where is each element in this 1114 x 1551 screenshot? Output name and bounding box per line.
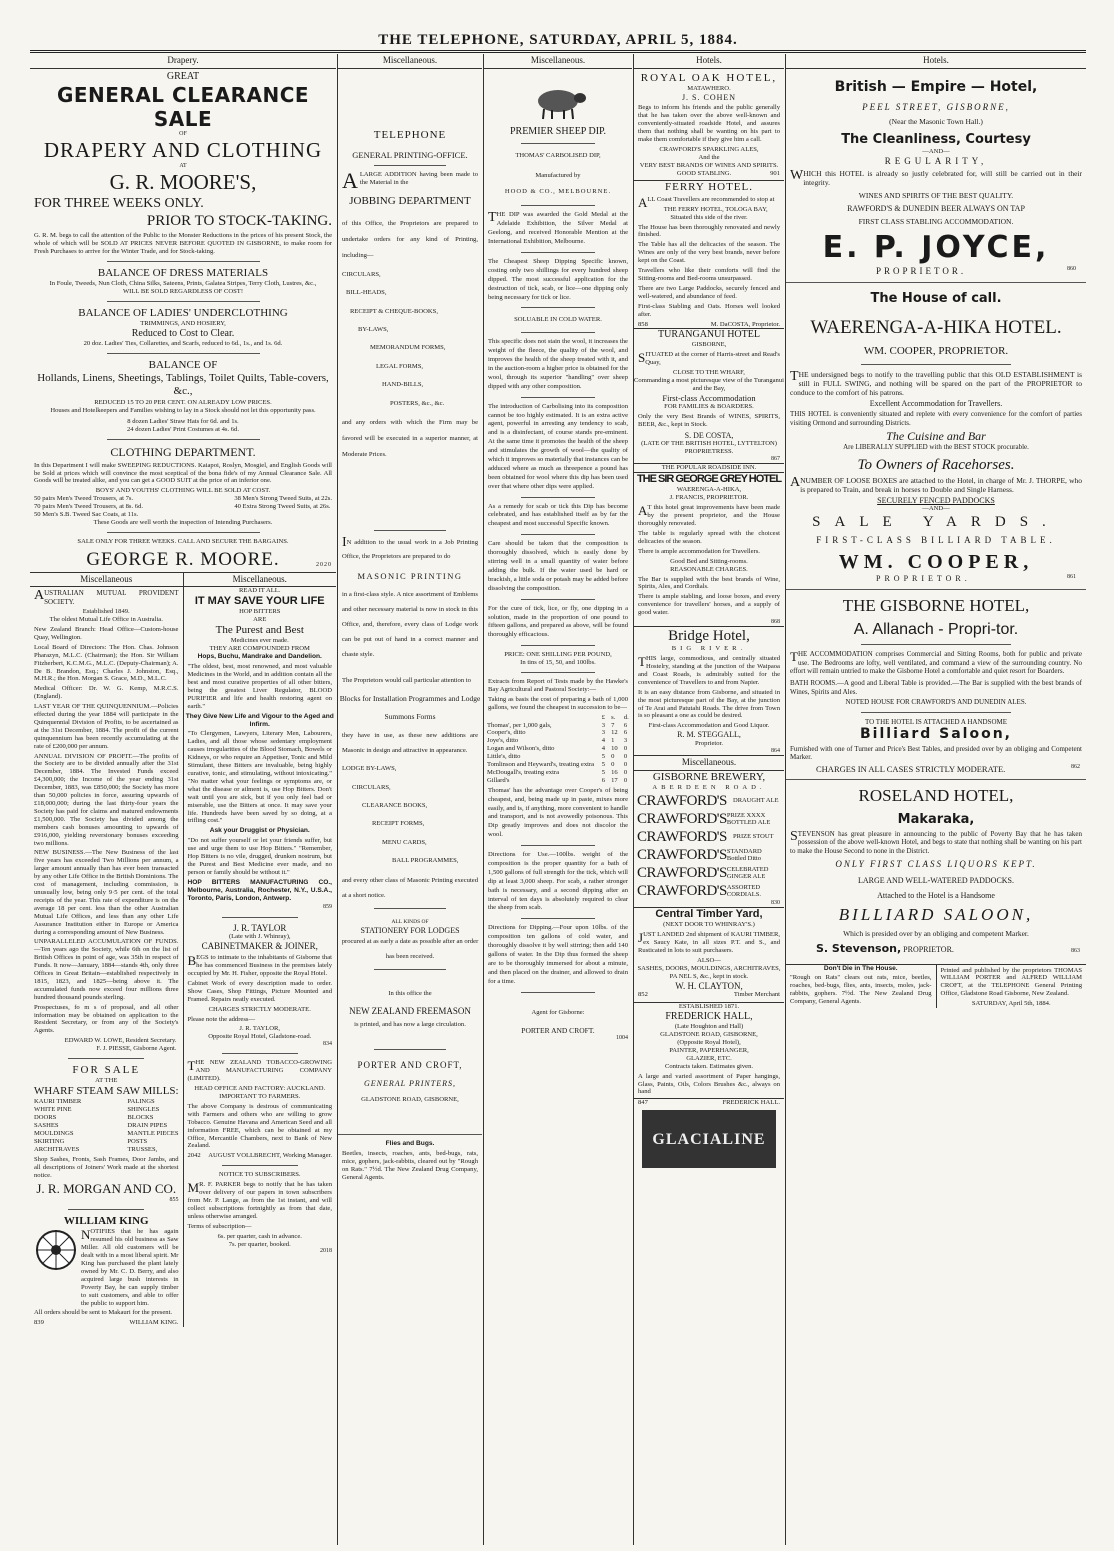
timber-list: KAURI TIMBER WHITE PINE DOORS SASHES MOULDINGS SKIRTING ARCHITRAVES PALINGS SHINGLES BLOCKS DRAIN PIPES MANTLE PIECES POSTS TRUSSES, (34, 1098, 179, 1153)
amp-profit: ANNUAL DIVISION OF PROFIT.—The profits of the Society are to be divided annually after the 31st December, 1884. The Invested Funds exceed £4,300,000; the Income of the year ending 31st December, 1883, was £850,000; the Society has more than 50,000 policies in force, assuring upwards of £18,000,000; during the last thirty-four years the Society has paid for claims and matured endowments £1,500,000. The Society has divided among the members cash bonuses amounting to upwards of £916,000, yielding reversionary bonuses exceeding two millions. (34, 752, 179, 847)
sale-yards: SALE YARDS. (812, 514, 1060, 531)
king-notice: OTIFIES that he has again resumed his old business as Saw Miller. All old customers will be dealt with in a most liberal spirit. Mr King has purchased the plant lately owned by Mr. C. D. Berry, and also acquired large bush interests in Poverty Bay, he can supply timber to suit customers, and able to offer the public to support him. (81, 1228, 179, 1307)
trimmings: TRIMMINGS, AND HOSIERY, (140, 320, 226, 328)
table-row: Gillard's 6 17 0 (487, 776, 628, 784)
print-costumes: 24 dozen Ladies' Print Costumes at 4s. 6d. (127, 426, 239, 434)
shop-sashes: Shop Sashes, Fronts, Sash Frames, Door Jambs, and all descriptions of Joiners' Work made at the shortest notice. (34, 1155, 179, 1179)
gisborne-brewery: GISBORNE BREWERY, (652, 770, 766, 783)
bridge-hotel: Bridge Hotel, (634, 626, 784, 645)
billiard-saloon-2: BILLIARD SALOON, (838, 904, 1034, 924)
glacialine-advert: GLACIALINE (642, 1110, 776, 1168)
billiard-saloon: Billiard Saloon, (860, 726, 1012, 743)
king-orders: All orders should be sent to Makauri for the present. (34, 1309, 173, 1317)
flies-bugs: Flies and Bugs. (385, 1140, 435, 1148)
thomas-dip: THOMAS' CARBOLISED DIP, (515, 151, 601, 159)
stationery-lodges: STATIONERY FOR LODGES (360, 925, 460, 935)
lodge-list: LODGE BY-LAWS, CIRCULARS, CLEARANCE BOOKS, RECEIPT FORMS, MENU CARDS, BALL PROGRAMMES, (342, 765, 459, 865)
house-of-call: The House of call. (870, 291, 1002, 307)
section-head: Miscellaneous. (338, 54, 482, 69)
reduced-15: REDUCED 15 TO 20 PER CENT. ON ALREADY LOW PRICES. (94, 398, 272, 406)
sir-george-grey: THE SIR GEORGE GREY HOTEL (636, 473, 782, 486)
amp-directors: Local Board of Directors: The Hon. Chas. Johnson Pharazyn, M.L.C. (Chairman); the Hon. Sir William Fitzherbert, K.C.M.G., M.L.C. (Deputy-Chairman); A. De B. Brandon, Esq.; Charles J. Johnston, Esq., M.H.R.; the Hon. Morgan S. Grace, M.D., M.L.C. (34, 643, 179, 683)
ep-joyce: E. P. JOYCE, (822, 230, 1050, 266)
printing-office: GENERAL PRINTING-OFFICE. (352, 149, 468, 160)
masthead-rule (30, 50, 1086, 53)
table-row: Tomlinson and Heyward's, treating extra 5 0 0 (487, 761, 628, 769)
table-row: Logan and Wilson's, ditto 4 10 0 (487, 745, 628, 753)
jr-morgan: J. R. MORGAN AND CO. (36, 1181, 177, 1197)
trouser-list: 50 pairs Men's Tweed Trousers, at 7s. 70 pairs Men's Tweed Trousers, at 8s. 6d. 50 Men's S.B. Tweed Sac Coats, at 11s. 38 Men's Strong Tweed Suits, at 22s. 40 Extra Strong Tweed Suits, at 26s. (34, 495, 332, 519)
roseland-hotel: ROSELAND HOTEL, (858, 785, 1014, 805)
table-row: McDougall's, treating extra 5 16 0 (487, 768, 628, 776)
racehorses: To Owners of Racehorses. (857, 456, 1015, 473)
amp-new-business: NEW BUSINESS.—The New Business of the last five years has exceeded Two Millions per annum, a larger amount annually than has ever been transacted by any other Life Office in the British Dominions. The cost of management, including commission, is unusually low, being only 9·5 per cent. of the total receipts of the year. This rate of expenditure is on the average 18 per cent. less than the other Australian Mutual Life Offices, and less than any other Life Assurance Institution either in Europe or America during a corresponding amount of New Business. (34, 849, 179, 936)
dip-cost-table: £ s. d. Thomas', per 1,000 gals, 3 7 6 Cooper's, ditto 3 12 6 Joye's, ditto 4 1 3 Logan and Wilson's, ditto 4 10 0 Little's, ditto 5 0 0 Tomlinson and Heyward's, treating extra 5 0 0 McDougall's, treating extra 5 16 0 Gillard's 6 17 0 (484, 714, 632, 785)
wm-cooper: WM. COOPER, (838, 551, 1034, 574)
waerenga-hotel: WAERENGA-A-HIKA HOTEL. (810, 316, 1062, 338)
hop-head: Miscellaneous. (184, 573, 337, 588)
sale-title: GENERAL CLEARANCE SALE (56, 82, 310, 131)
amp-medical: Medical Officer: Dr. W. G. Kemp, M.R.C.S. (England). (34, 685, 179, 701)
gisborne-hotel: THE GISBORNE HOTEL, (842, 595, 1030, 615)
underclothing: BALANCE OF LADIES' UNDERCLOTHING (78, 307, 288, 320)
straw-hats: 8 dozen Ladies' Straw Hats for 6d. and 1s. (127, 418, 239, 426)
hop-manufacturing: HOP BITTERS MANUFACTURING CO., Melbourne, Australia, Rochester, N.Y., U.S.A., Toronto, Paris, London, Antwerp. (187, 878, 332, 902)
save-your-life: IT MAY SAVE YOUR LIFE (194, 595, 325, 608)
turanganui-hotel: TURANGANUI HOTEL (634, 328, 784, 341)
boys-clothing: BOYS' AND YOUTHS' CLOTHING WILL BE SOLD AT COST. (95, 487, 271, 495)
ferry-hotel: FERRY HOTEL. (634, 180, 784, 194)
column-hotels: Hotels. ROYAL OAK HOTEL, MATAWHERO. J. S. COHEN Begs to inform his friends and the public generally that he has taken over the above well-known and conveniently-situated roadside Hotel, and assures them that nothing shall be wanting on his part to make them comfortable if they give him a call. CRAWFORD'S SPARKLING ALES, And the VERY BEST BRANDS OF WINES AND SPIRITS. GOOD STABLING. 901 FERRY HOTEL. ALL Coast Travellers are recommended to stop at THE FERRY HOTEL, TOLOGA BAY, Situated this side of the river. The House has been thoroughly renovated and newly finished. The Table has all the delicacies of the season. The Wines are only of the very best brands, never before kept on the Coast. Travellers who like their comforts will find the Sitting-rooms and Bed-rooms unsurpassed. There are two Large Paddocks, securely fenced and well-watered, and abundance of feed. First-class Stabling and Oats. Horses well looked after. 858 M. DaCOSTA, Proprietor. TURANGANUI HOTEL GISBORNE, SITUATED at the corner of Harris-street and Read's Quay, CLOSE TO THE WHARF, Commanding a most picturesque view of the Turanganui and the Bay, First-class Accommodation FOR FAMILIES & BOARDERS. Only the very Best Brands of WINES, SPIRITS, BEER, &c., kept in Stock. S. DE COSTA, (LATE OF THE BRITISH HOTEL, LYTTELTON) PROPRIETRESS. 867 THE POPULAR ROADSIDE INN. THE SIR GEORGE GREY HOTEL WAERENGA-A-HIKA, J. FRANCIS, PROPRIETOR. A T this hotel great improvements have been made by the present proprietor, and the House thoroughly renovated. The table is regularly spread with the choicest delicacies of the season. There is ample accommodation for Travellers. Good Bed and Sitting-rooms. REASONABLE CHARGES. The Bar is supplied with the best brands of Wine, Spirits, Ales, and Cordials. There is ample stabling, and loose boxes, and every convenience for travellers' horses, and a supply of good water. 868 Bridge Hotel, BIG RIVER. THIS large, commodious, and centrally situated Hostelry, standing at the junction of the Waipaoa and Coast Roads, is admirably suited for the convenience of Travellers to and from Napier. It is an easy distance from Gisborne, and situated in the most picturesque part of the Bay, at the junction of Te Arai and Patutahi Roads. The drive from Town is so pleasant a one as could be desired. First-class Accommodation and Good Liquor. R. M. STEGGALL, Proprietor. 864 Miscellaneous. GISBORNE BREWERY, ABERDEEN ROAD. CRAWFORD'S DRAUGHT ALE CRAWFORD'S PRIZE XXXX BOTTLED ALE CRAWFORD'S PRIZE STOUT CRAWFORD'S STANDARD Bottled Ditto CRAWFORD'S CELEBRATED GINGER ALE CRAWFORD'S ASSORTED CORDIALS. 830 Central Timber Yard, (NEXT DOOR TO WHINRAY'S.) JUST LANDED 2nd shipment of KAURI TIMBER, ex Saucy Kate, in all sizes P.T. and S., and Rusticated in lots to suit purchasers. ALSO— SASHES, DOORS, MOULDINGS, ARCHITRAVES, PA NEL S, &c., kept in stock. W. H. CLAYTON, 852 Timber Merchant ESTABLISHED 1871. FREDERICK HALL, (Late Houghton and Hall) GLADSTONE ROAD, GISBORNE, (Opposite Royal Hotel), PAINTER, PAPERHANGER, GLAZIER, ETC. Contracts taken. Estimates given. A large and varied assortment of Paper hangings, Glass, Paints, Oils, Colors Brushes &c., always on hand 847 FREDERICK HALL. GLACIALINE (633, 54, 784, 1545)
sheep-icon (528, 85, 588, 121)
hollands: Hollands, Linens, Sheetings, Tablings, Toilet Quilts, Table-covers, &c., (37, 372, 329, 398)
masonic-printing: MASONIC PRINTING (357, 570, 463, 581)
signature: GEORGE R. MOORE. 2020 (86, 548, 332, 570)
for-sale-at: AT THE (95, 1077, 118, 1085)
central-timber-yard: Central Timber Yard, (634, 907, 784, 921)
amp-oldest: The oldest Mutual Life Office in Australia. (49, 616, 163, 624)
drapery-title: DRAPERY AND CLOTHING (43, 137, 323, 162)
for-sale: FOR SALE (72, 1064, 141, 1077)
of-word: OF (179, 130, 187, 137)
sale-three-weeks: SALE ONLY FOR THREE WEEKS. CALL AND SECURE THE BARGAINS. (77, 537, 289, 545)
great-word: GREAT (166, 70, 200, 82)
column-printing: Miscellaneous. TELEPHONE GENERAL PRINTING-OFFICE. ALARGE ADDITION having been made to the Material in the JOBBING DEPARTMENT of this Office, the Proprietors are prepared to undertake orders for any kind of Printing, including— CIRCULARS, BILL-HEADS, RECEIPT & CHEQUE-BOOKS, BY-LAWS, MEMORANDUM FORMS, LEGAL FORMS, HAND-BILLS, POSTERS, &c., &c. and any orders with which the Firm may be favored will be executed in a superior manner, at Moderate Prices. I N addition to the usual work in a Job Printing Office, the Proprietors are prepared to do MASONIC PRINTING in a first-class style. A nice assortment of Emblems and other necessary material is now in stock in this Office, and, therefore, every class of Lodge work can be put out of hand in a correct manner and chaste style. The Proprietors would call particular attention to Blocks for Installation Programmes and Lodge Summons Forms they have in use, as these new additions are Masonic in design and attractive in appearance. LODGE BY-LAWS, CIRCULARS, CLEARANCE BOOKS, RECEIPT FORMS, MENU CARDS, BALL PROGRAMMES, and every other class of Masonic Printing executed at a short notice. ALL KINDS OF STATIONERY FOR LODGES procured at as early a date as possible after an order has been received. In this office the NEW ZEALAND FREEMASON is printed, and has now a large circulation. PORTER AND CROFT, GENERAL PRINTERS, GLADSTONE ROAD, GISBORNE, Flies and Bugs. Beetles, insects, roaches, ants, bed-bugs, rats, mice, gophers, jack-rabbits, cleared out by "Rough on Rats." 7½d. The New Zealand Drug Company, General Agents. (337, 54, 482, 1545)
cleanliness: The Cleanliness, Courtesy (841, 132, 1031, 148)
imprint: Printed and published by the proprietors THOMAS WILLIAM PORTER and ALFRED WILLIAM CROFT, at the TELEPHONE General Printing Office, Gladstone Road Gisborne, New Zealand. (940, 966, 1082, 998)
dip-price: PRICE: ONE SHILLING PER POUND, (504, 651, 612, 659)
amp-title: USTRALIAN MUTUAL PROVIDENT SOCIETY. (44, 589, 179, 606)
king-signature: WILLIAM KING. (129, 1319, 179, 1327)
nz-freemason: NEW ZEALAND FREEMASON (349, 1006, 471, 1017)
at-word: AT (179, 163, 187, 170)
hotelkeepers: Houses and Hotelkeepers and Families wishing to lay in a Stock should not let this opportunity pass. (50, 406, 316, 414)
hood-co: HOOD & CO., MELBOURNE. (504, 187, 612, 195)
william-king: WILLIAM KING (63, 1215, 149, 1228)
amp-head: Miscellaneous (30, 573, 183, 588)
lodge-blocks: Blocks for Installation Programmes and Lodge Summons Forms (339, 693, 481, 721)
purest-best: The Purest and Best (215, 624, 304, 637)
royal-oak: ROYAL OAK HOTEL, (640, 71, 778, 84)
dress-materials: BALANCE OF DRESS MATERIALS (97, 267, 269, 280)
saw-mills: WHARF STEAM SAW MILLS: (33, 1085, 179, 1098)
amp-branch: New Zealand Branch: Head Office—Custom-house Quay, Wellington. (34, 625, 179, 641)
store-name: G. R. MOORE'S, (109, 170, 257, 195)
british-empire-hotel: British — Empire — Hotel, (834, 78, 1038, 95)
read-it-all: READ IT ALL. (239, 587, 281, 595)
hops-buchu: Hops, Buchu, Mandrake and Dandelion. (197, 653, 322, 661)
porter-croft: PORTER AND CROFT, (357, 1059, 463, 1070)
ask-druggist: Ask your Druggist or Physician. (209, 827, 310, 835)
balance-of: BALANCE OF (148, 359, 218, 372)
hop-bitters: HOP BITTERS (239, 608, 281, 616)
masthead: THE TELEPHONE, SATURDAY, APRIL 5, 1884. (378, 32, 738, 48)
amp-quinquennium: LAST YEAR OF THE QUINQUENNIUM.—Policies effected during the year 1884 will participate in the Quinquennial Division of Profits, to be ascertained as at the 31st December, 1884. The profit of the current quinquennium has been recently accumulating at the rate of £200,000 per annum. (34, 703, 179, 750)
section-head: Hotels. (634, 54, 784, 69)
dont-die: Don't Die in The House. (823, 964, 898, 972)
amp-prospectus: Prospectuses, fo m s of proposal, and all other information may be obtained on application to the Resident Secretary, or from any of the Society's Agents. (34, 1003, 179, 1035)
reduced-cost: Reduced to Cost to Clear. (131, 328, 235, 340)
prior-stocktaking: PRIOR TO STOCK-TAKING. (146, 213, 332, 230)
section-head: Drapery. (30, 54, 336, 69)
column-hotels-2: Hotels. British — Empire — Hotel, PEEL STREET, GISBORNE, (Near the Masonic Town Hall.) The Cleanliness, Courtesy —AND— REGULARITY, WHICH this HOTEL is already so justly celebrated for, will still be carried out in their integrity. WINES AND SPIRITS OF THE BEST QUALITY. RAWFORD'S & DUNEDIN BEER ALWAYS ON TAP FIRST CLASS STABLING ACCOMMODATION. E. P. JOYCE, PROPRIETOR. 860 The House of call. WAERENGA-A-HIKA HOTEL. WM. COOPER, PROPRIETOR. THE undersigned begs to notify to the travelling public that this OLD ESTABLISHMENT is still in FULL SWING, and nothing will be spared on the part of the PROPRIETOR to conduce to the comfort of his patrons. Excellent Accommodation for Travellers. THIS HOTEL is conveniently situated and replete with every convenience for the comfort of parties visiting Ormond and surrounding Districts. The Cuisine and Bar Are LIBERALLY SUPPLIED with the BEST STOCK procurable. To Owners of Racehorses. ANUMBER OF LOOSE BOXES are attached to the Hotel, in charge of Mr. J. THORPE, who is prepared to Train, and break in horses to Double and Single Harness. SECURELY FENCED PADDOCKS —AND— SALE YARDS. FIRST-CLASS BILLIARD TABLE. WM. COOPER, PROPRIETOR. 861 THE GISBORNE HOTEL, A. Allanach - Propri-tor. THE ACCOMMODATION comprises Commercial and Sitting Rooms, both for public and private use. The Bedrooms are lofty, well ventilated, and command a view of the surrounding country. No effort will remain untried to make the Gisborne Hotel a comfortable and quiet resort for Boarders. BATH ROOMS.—A good and Liberal Table is provided.—The Bar is supplied with the best brands of Wines, Spirits and Ales. NOTED HOUSE FOR CRAWFORD'S AND DUNEDIN ALES. TO THE HOTEL IS ATTACHED A HANDSOME Billiard Saloon, Furnished with one of Turner and Price's Best Tables, and presided over by an obliging and Competent Marker. CHARGES IN ALL CASES STRICTLY MODERATE. 862 ROSELAND HOTEL, Makaraka, STEVENSON has great pleasure in announcing to the public of Poverty Bay that he has taken possession of the above well-known Hotel, and begs to state that nothing shall be wanting on his part to make the House Second to none in the District. ONLY FIRST CLASS LIQUORS KEPT. LARGE AND WELL-WATERED PADDOCKS. Attached to the Hotel is a Handsome BILLIARD SALOON, Which is presided over by an obliging and competent Marker. S. Stevenson, PROPRIETOR. 863 Don't Die in The House. "Rough on Rats" clears out rats, mice, beetles, roaches, bed-bugs, flies, ants, insects, moles, jack-rabbits, gophers. 7½d. The New Zealand Drug Company, General Agents. Printed and published by the proprietors THOMAS WILLIAM PORTER and ALFRED WILLIAM CROFT, at the TELEPHONE General Printing Office, Gladstone Road Gisborne, New Zealand. SATURDAY, April 5th, 1884. (785, 54, 1086, 1545)
three-weeks: FOR THREE WEEKS ONLY. (34, 195, 204, 211)
clothing-dept: CLOTHING DEPARTMENT. (110, 445, 256, 460)
nz-tobacco: HE NEW ZEALAND TOBACCO-GROWING AND MANUFACTURING COMPANY (LIMITED). (187, 1059, 332, 1083)
dress-list: In Foule, Tweeds, Nun Cloth, China Silks, Sateens, Prints, Galatea Stripes, Terry Cloth, Lustres, &c., (49, 280, 317, 288)
column-sheep-dip: Miscellaneous. PREMIER SHEEP DIP. THOMAS' CARBOLISED DIP, Manufactured by HOOD & CO., MELBOURNE. THE DIP was awarded the Gold Medal at the Adelaide Exhibition, the Silver Medal at Geelong, and received Honorable Mention at the International Exhibition, Melbourne. The Cheapest Sheep Dipping Specific known, costing only two shillings for every hundred sheep dipped. The most successful application for the destruction of tick, scab, or lice—one dipping only being necessary for tick or lice. SOLUABLE IN COLD WATER. This specific does not stain the wool, it increases the weight of the fleece, the quality of the wool, and improves the health of the sheep treated with it, and in the auction-room a higher price is obtained for the wool, through its superior "handling" over sheep dipped with any other composition. The introduction of Carbolising into its composition cannot be too highly estimated. It is an extra active agent, powerful in arresting any tendency to scab, and is a disinfectant, of course stands pre-eminent. At the same time it promotes the health of the sheep and stimulates the growth of wool—the quality of which it improves so materially that instances can be adduced where as much as threepence a pound has been obtained for wool where this dip has been used over that where other dips were applied. As a remedy for scab or tick this Dip has become celebrated, and has established itself as by far the cheapest and most successful Specific known. Care should be taken that the composition is thoroughly dissolved, which is easily done by stirring well in a small quantity of water before adding the bulk. If the water used be hard or brackish, a little soda or potash may be added before dissolving the composition. For the cure of tick, lice, or fly, one dipping in a solution, made in the proportion of one pound to fifteen gallons, and prepared as above, will be found thoroughly efficacious. PRICE: ONE SHILLING PER POUND, In tins of 15, 50, and 100lbs. Extracts from Report of Tests made by the Hawke's Bay Agricultural and Pastoral Society:— Taking as basis the cost of preparing a bath of 1,000 gallons, we found the cheapest in succession to be— £ s. d. Thomas', per 1,000 gals, 3 7 6 Cooper's, ditto 3 12 6 Joye's, ditto 4 1 3 Logan and Wilson's, ditto 4 10 0 Little's, ditto 5 0 0 Tomlinson and Heyward's, treating extra 5 0 0 McDougall's, treating extra 5 16 0 Gillard's 6 17 0 Thomas' has the advantage over Cooper's of being cheapest, and, being made up in paste, mixes more easily, and is, if anything, more convenient to handle and transport, and is not avowedly poisonous. This Dip greatly improves and does not discolor the wool. Directions for Use.—100lbs. weight of the composition is the proper quantity for a bath of 1,500 gallons of full strength for the tick, which will dip at least 3,000 sheep. For scab, a rather stronger bath is necessary, and a second dipping after an interval of ten days is absolutely required to clear the sheep from scab. Directions for Dipping.—Four upon 10lbs. of the composition ten gallons of cold water, and thoroughly dissolve it by well stirring; then add 140 gallons of water. In the Dip thus formed the sheep are to be thoroughly immersed for about a minute, and then placed on the drainer, and allowed to drain for a time. Agent for Gisborne: PORTER AND CROFT. 1004 (483, 54, 632, 1545)
cabinetmaker: CABINETMAKER & JOINER, (201, 941, 318, 952)
section-head: Miscellaneous. (484, 54, 632, 69)
worth-inspection: These Goods are well worth the inspection of Intending Purchasers. (93, 518, 273, 526)
table-row: Cooper's, ditto 3 12 6 (487, 729, 628, 737)
column-drapery: Drapery. GREAT GENERAL CLEARANCE SALE OF DRAPERY AND CLOTHING AT G. R. MOORE'S, FOR THREE WEEKS ONLY. PRIOR TO STOCK-TAKING. G. R. M. begs to call the attention of the Public to the Monster Reductions in the prices of his present Stock, the whole of which will be SOLD AT PRICES NEVER BEFORE QUOTED IN GISBORNE, to make room for Fresh Purchases to arrive for the Winter Trade, and for Stock-taking. BALANCE OF DRESS MATERIALS In Foule, Tweeds, Nun Cloth, China Silks, Sateens, Prints, Galatea Stripes, Terry Cloth, Lustres, &c., WILL BE SOLD REGARDLESS OF COST! BALANCE OF LADIES' UNDERCLOTHING TRIMMINGS, AND HOSIERY, Reduced to Cost to Clear. 20 doz. Ladies' Ties, Collarettes, and Scarfs, reduced to 6d., 1s., and 1s. 6d. BALANCE OF Hollands, Linens, Sheetings, Tablings, Toilet Quilts, Table-covers, &c., REDUCED 15 TO 20 PER CENT. ON ALREADY LOW PRICES. Houses and Hotelkeepers and Families wishing to lay in a Stock should not let this opportunity pass. 8 dozen Ladies' Straw Hats for 6d. and 1s. 24 dozen Ladies' Print Costumes at 4s. 6d. CLOTHING DEPARTMENT. In this Department I will make SWEEPING REDUCTIONS. Kaiapoi, Roslyn, Mosgiel, and English Goods will be Sold at prices which will convince the most sceptical of the bona fide's of my Annual Clearance Sale. All Goods will be treated alike, and you can get a GOOD SUIT at the price of an inferior one. BOYS' AND YOUTHS' CLOTHING WILL BE SOLD AT COST. 50 pairs Men's Tweed Trousers, at 7s. 70 pairs Men's Tweed Trousers, at 8s. 6d. 50 Men's S.B. Tweed Sac Coats, at 11s. 38 Men's Strong Tweed Suits, at 22s. 40 Extra Strong Tweed Suits, at 26s. These Goods are well worth the inspection of Intending Purchasers. SALE ONLY FOR THREE WEEKS. CALL AND SECURE THE BARGAINS. GEORGE R. MOORE. 2020 Miscellaneous AUSTRALIAN MUTUAL PROVIDENT SOCIETY. Established 1849. The oldest Mutual Life Office in Australia. New Zealand Branch: Head Office—Custom-house Quay, Wellington. Local Board of Directors: The Hon. Chas. Johnson Pharazyn, M.L.C. (Chairman); the Hon. Sir William Fitzherbert, K.C.M.G., M.L.C. (Deputy-Chairman); A. De B. Brandon, Esq.; Charles J. Johnston, Esq., M.H.R.; the Hon. Morgan S. Grace, M.D., M.L.C. Medical Officer: Dr. W. G. Kemp, M.R.C.S. (England). LAST YEAR OF THE QUINQUENNIUM.—Policies effected during the year 1884 will participate in the Quinquennial Division of Profits, to be ascertained as at the 31st December, 1884. The profit of the current quinquennium has been recently accumulating at the rate of £200,000 per annum. ANNUAL DIVISION OF PROFIT.—The profits of the Society are to be divided annually after the 31st December, 1884. The Invested Funds exceed £4,300,000; the Income of the year ending 31st December, 1883, was £850,000; the Society has more than 50,000 policies in force, assuring upwards of £18,000,000; during the last thirty-four years the Society has paid for claims and matured endowments £1,500,000. The Society has divided among the members cash bonuses amounting to upwards of £916,000, yielding reversionary bonuses exceeding two millions. NEW BUSINESS.—The New Business of the last five years has exceeded Two Millions per annum, a larger amount annually than has ever been transacted by any other Life Office in the British Dominions. The cost of management, including commission, is unusually low, being only 9·5 per cent. of the total receipts of the year. This rate of expenditure is on the average 18 per cent. less than the other Australian Mutual Life Offices, and less than any other Life Assurance Institution either in Europe or America during a corresponding amount of New Business. UNPARALLELED ACCUMULATION OF FUNDS.—Ten years ago the Society, while 6th on the list of British Offices in point of age, was 35th in respect of Funds. It now—January, 1884—stands 4th, only three Offices in Great Britain—established respectively in 1815, 1823, and 1825—being above it. The accumulated funds now exceed four millions three hundred thousand pounds sterling. Prospectuses, fo m s of proposal, and all other information may be obtained on application to the Resident Secretary, or from any of the Society's Agents. EDWARD W. LOWE, Resident Secretary. F. J. PIESSE, Gisborne Agent. FOR SALE AT THE WHARF STEAM SAW MILLS: KAURI TIMBER WHITE PINE DOORS SASHES MOULDINGS SKIRTING ARCHITRAVES PALINGS SHINGLES BLOCKS DRAIN PIPES MANTLE PIECES POSTS TRUSSES, Shop Sashes, Fronts, Sash Frames, Door Jambs, and all descriptions of Joiners' Work made at the shortest notice. J. R. MORGAN AND CO. 855 WILLIAM KING NOTIFIES that he has again resumed his old business as Saw Miller. All old customers will be dealt with in a most liberal spirit. Mr King has purchased the plant lately owned by Mr. C. D. Berry, and also acquired large bush interests in Poverty Bay, he can supply timber to suit customers, and able to offer the public to support him. All orders should be sent to Makauri for the present. 839 WILLIAM KING. Miscellaneous. READ IT ALL. IT MAY SAVE YOUR LIFE HOP BITTERS ARE The Purest and Best Medicines ever made. THEY ARE COMPOUNDED FROM Hops, Buchu, Mandrake and Dandelion. "The oldest, best, most renowned, and most valuable Medicines in the World, and in addition contain all the best and most curative properties of all other bitters, being the greatest Liver Regulator, BLOOD PURIFIER and life and health restoring agent on earth." They Give New Life and Vigour to the Aged and Infirm. "To Clergymen, Lawyers, Literary Men, Labourers, Ladies, and all those whose sedentary employment causes irregularities of the Blood Stomach, Bowels or Kidneys, or who require an Appetiser, Tonic and Mild Stimulant, these Bitters are invaluable, being highly curative, tonic, and stimulating, without intoxicating." "No matter what your feelings or symptoms are, or what the disease or ailment is, use Hop Bitters. Don't wait until you are sick, but if you only feel bad or miserable, use the Bitters at once. It may save your life. Hundreds have been saved by so doing, at a trifling cost." Ask your Druggist or Physician. "Do not suffer yourself or let your friends suffer, but use and urge them to use Hop Bitters." "Remember, Hop Bitters is no vile, drugged, drunken nostrum, but the Purest and Best Medicine ever made, and no person or family should be without it." HOP BITTERS MANUFACTURING CO., Melbourne, Australia, Rochester, N.Y., U.S.A., Toronto, Paris, London, Antwerp. 859 J. R. TAYLOR (Late with J. Whinray), CABINETMAKER & JOINER, BEGS to intimate to the inhabitants of Gisborne that he has commenced Business in the premises lately occupied by Mr. H. Fisher, opposite the Royal Hotel. Cabinet Work of every description made to order. Show Cases, Shop Fittings, Picture Mounted and Framed. Repairs neatly executed. CHARGES STRICTLY MODERATE. Please note the address— J. R. TAYLOR, Opposite Royal Hotel, Gladstone-road. 834 THE NEW ZEALAND TOBACCO-GROWING AND MANUFACTURING COMPANY (LIMITED). HEAD OFFICE AND FACTORY: AUCKLAND. IMPORTANT TO FARMERS. The above Company is desirous of communicating with Farmers and others who are willing to grow Tobacco. Genuine Havana and American Seed and all information FREE, which can be obtained at my Office, Mercantile Chambers, next to Bank of New Zealand. 2042 AUGUST VOLLBRECHT, Working Manager. NOTICE TO SUBSCRIBERS. M R. F. PARKER begs to notify that he has taken over delivery of our papers in town subscribers from Mr. P. Lange, as from the 1st instant, and will collect subscriptions fortnightly as from that date, unless otherwise arranged. Terms of subscription— 6s. per quarter, cash in advance. 7s. per quarter, booked. 2018 (30, 54, 336, 1545)
dip-agent: PORTER AND CROFT. (521, 1026, 595, 1036)
amp-accumulation: UNPARALLELED ACCUMULATION OF FUNDS.—Ten years ago the Society, while 6th on the list of British Offices in point of age, was 35th in respect of Funds. It now—January, 1884—stands 4th, only three Offices in Great Britain—established respectively in 1815, 1823, and 1825—being above it. The accumulated funds now exceed four millions three hundred thousand pounds sterling. (34, 938, 179, 1001)
dress-regardless: WILL BE SOLD REGARDLESS OF COST! (122, 288, 244, 296)
notice-subscribers: NOTICE TO SUBSCRIBERS. (218, 1171, 301, 1179)
table-row: Little's, ditto 5 0 0 (487, 753, 628, 761)
new-life: They Give New Life and Vigour to the Aged and Infirm. (185, 712, 334, 728)
telephone-title: TELEPHONE (373, 128, 447, 141)
amp-secretary: EDWARD W. LOWE, Resident Secretary. (64, 1037, 177, 1045)
jobbing-dept: JOBBING DEPARTMENT (349, 194, 471, 207)
table-row: Joye's, ditto 4 1 3 (487, 737, 628, 745)
amp-established: Established 1849. (82, 608, 130, 616)
section-head: Hotels. (786, 54, 1086, 69)
clothing-text: In this Department I will make SWEEPING REDUCTIONS. Kaiapoi, Roslyn, Mosgiel, and English Goods will be Sold at prices which will convince the most sceptical of the bona fide's of my Annual Clearance Sale. All Goods will be treated alike, and you can get a GOOD SUIT at the price of an inferior one. (34, 461, 332, 485)
jr-taylor: J. R. TAYLOR (233, 922, 287, 933)
frederick-hall: FREDERICK HALL, (665, 1011, 753, 1023)
table-row: Thomas', per 1,000 gals, 3 7 6 (487, 721, 628, 729)
premier-sheep-dip: PREMIER SHEEP DIP. (509, 125, 607, 137)
amp-agent: F. J. PIESSE, Gisborne Agent. (96, 1045, 177, 1053)
ties-text: 20 doz. Ladies' Ties, Collarettes, and Scarfs, reduced to 6d., 1s., and 1s. 6d. (83, 340, 283, 348)
intro-text: G. R. M. begs to call the attention of the Public to the Monster Reductions in the prices of his present Stock, the whole of which will be SOLD AT PRICES NEVER BEFORE QUOTED IN GISBORNE, to make room for Fresh Purchases to arrive for the Winter Trade, and for Stock-taking. (34, 232, 332, 256)
printing-list: CIRCULARS, BILL-HEADS, RECEIPT & CHEQUE-BOOKS, BY-LAWS, MEMORANDUM FORMS, LEGAL FORMS, HAND-BILLS, POSTERS, &c., &c. (342, 270, 446, 407)
crawfords-list: CRAWFORD'S DRAUGHT ALE CRAWFORD'S PRIZE XXXX BOTTLED ALE CRAWFORD'S PRIZE STOUT CRAWFORD'S STANDARD Bottled Ditto CRAWFORD'S CELEBRATED GINGER ALE CRAWFORD'S ASSORTED CORDIALS. (637, 792, 779, 899)
soluble: SOLUABLE IN COLD WATER. (514, 316, 602, 324)
saw-blade-icon (34, 1228, 78, 1272)
